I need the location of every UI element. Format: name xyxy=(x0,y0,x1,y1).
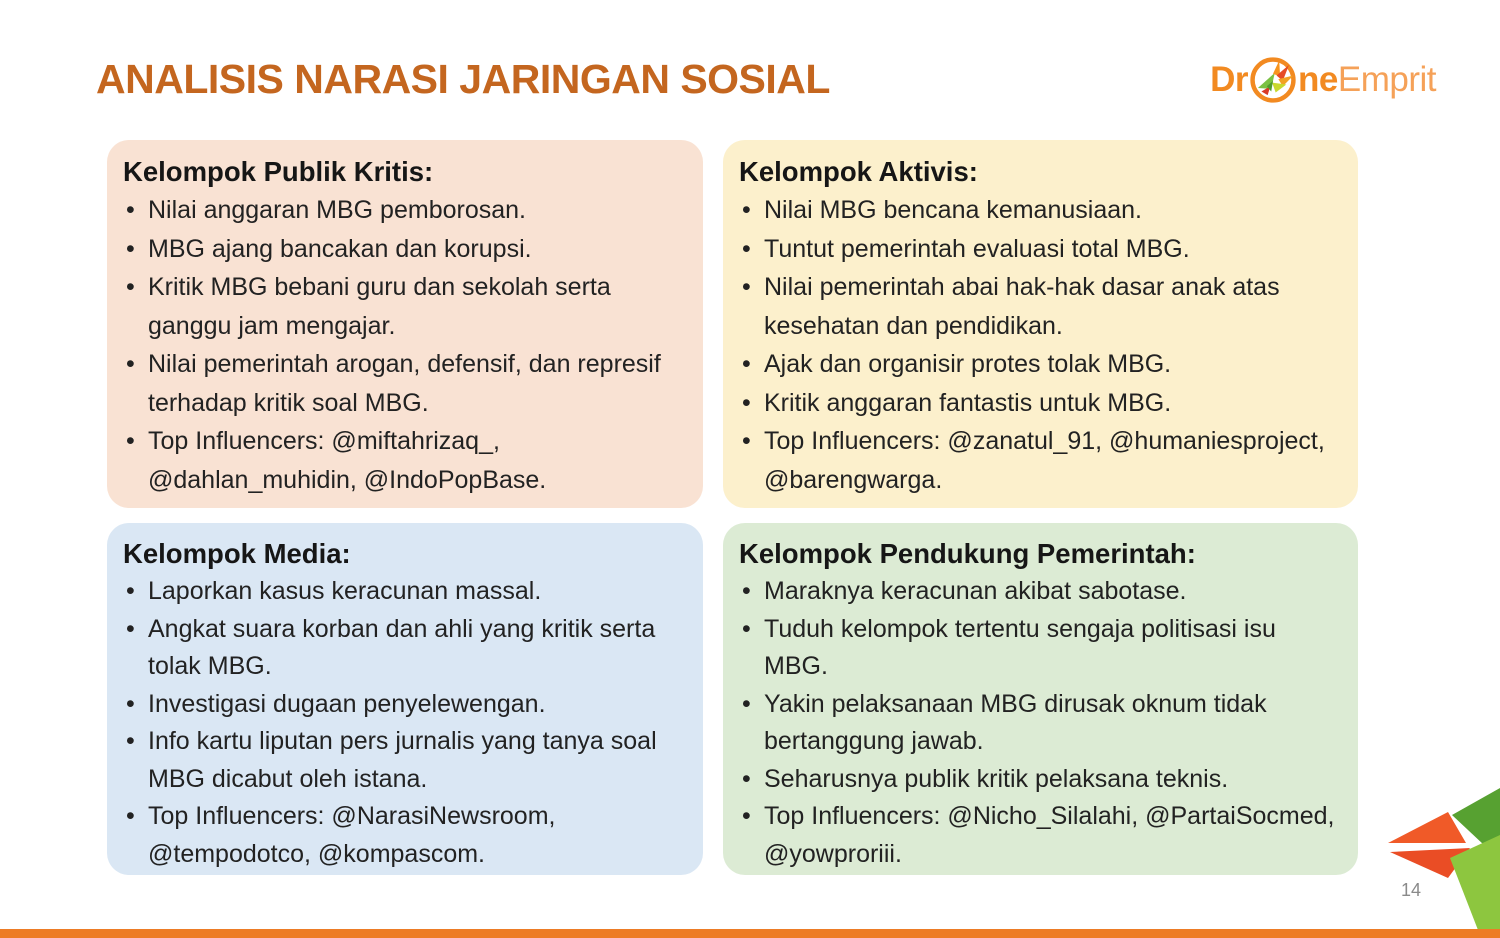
corner-decoration-shapes xyxy=(1385,785,1500,930)
bullet-item: • Seharusnya publik kritik pelaksana teknis. xyxy=(739,761,1340,799)
bullet-list xyxy=(123,573,685,873)
bullet-item: • Top Influencers: @miftahrizaq_, @dahlan_muhidin, @IndoPopBase. xyxy=(123,422,685,499)
droneemprit-bird-icon xyxy=(1249,56,1297,104)
card-kelompok-media xyxy=(107,523,703,875)
bullet-list xyxy=(123,191,685,499)
bullet-item: • Nilai pemerintah arogan, defensif, dan represif terhadap kritik soal MBG. xyxy=(123,345,685,422)
bullet-list xyxy=(739,191,1340,499)
bullet-item: • Nilai pemerintah abai hak-hak dasar anak atas kesehatan dan pendidikan. xyxy=(739,268,1340,345)
card-kelompok-aktivis xyxy=(723,140,1358,508)
card-title: Kelompok Pendukung Pemerintah: xyxy=(739,538,1196,569)
bullet-list xyxy=(739,573,1340,873)
footer-accent-bar xyxy=(0,929,1500,938)
card-kelompok-pendukung-pemerintah xyxy=(723,523,1358,875)
bullet-item: • Nilai anggaran MBG pemborosan. xyxy=(123,191,685,230)
card-title: Kelompok Aktivis: xyxy=(739,156,978,187)
logo-text-ne: ne xyxy=(1298,60,1338,99)
card-kelompok-publik-kritis xyxy=(107,140,703,508)
bullet-item: • Investigasi dugaan penyelewengan. xyxy=(123,686,685,724)
page-title: ANALISIS NARASI JARINGAN SOSIAL xyxy=(96,56,830,102)
bullet-item: • Tuduh kelompok tertentu sengaja politisasi isu MBG. xyxy=(739,611,1340,686)
bullet-item: • Laporkan kasus keracunan massal. xyxy=(123,573,685,611)
droneemprit-logo xyxy=(1210,52,1436,108)
bullet-item: • Nilai MBG bencana kemanusiaan. xyxy=(739,191,1340,230)
bullet-item: • Info kartu liputan pers jurnalis yang tanya soal MBG dicabut oleh istana. xyxy=(123,723,685,798)
bullet-item: • Top Influencers: @Nicho_Silalahi, @PartaiSocmed, @yowproriii. xyxy=(739,798,1340,873)
card-title: Kelompok Media: xyxy=(123,538,351,569)
bullet-item: • Kritik anggaran fantastis untuk MBG. xyxy=(739,384,1340,423)
bullet-item: • Top Influencers: @zanatul_91, @humaniesproject, @barengwarga. xyxy=(739,422,1340,499)
page-number: 14 xyxy=(1400,880,1422,900)
bullet-item: • Yakin pelaksanaan MBG dirusak oknum tidak bertanggung jawab. xyxy=(739,686,1340,761)
card-title: Kelompok Publik Kritis: xyxy=(123,156,434,187)
bullet-item: • Ajak dan organisir protes tolak MBG. xyxy=(739,345,1340,384)
logo-text-dr: Dr xyxy=(1210,60,1249,99)
bullet-item: • Tuntut pemerintah evaluasi total MBG. xyxy=(739,230,1340,269)
bullet-item: • Kritik MBG bebani guru dan sekolah serta ganggu jam mengajar. xyxy=(123,268,685,345)
bullet-item: • Top Influencers: @NarasiNewsroom, @tempodotco, @kompascom. xyxy=(123,798,685,873)
bullet-item: • MBG ajang bancakan dan korupsi. xyxy=(123,230,685,269)
bullet-item: • Maraknya keracunan akibat sabotase. xyxy=(739,573,1340,611)
bullet-item: • Angkat suara korban dan ahli yang kritik serta tolak MBG. xyxy=(123,611,685,686)
logo-text-emprit: Emprit xyxy=(1337,60,1436,99)
